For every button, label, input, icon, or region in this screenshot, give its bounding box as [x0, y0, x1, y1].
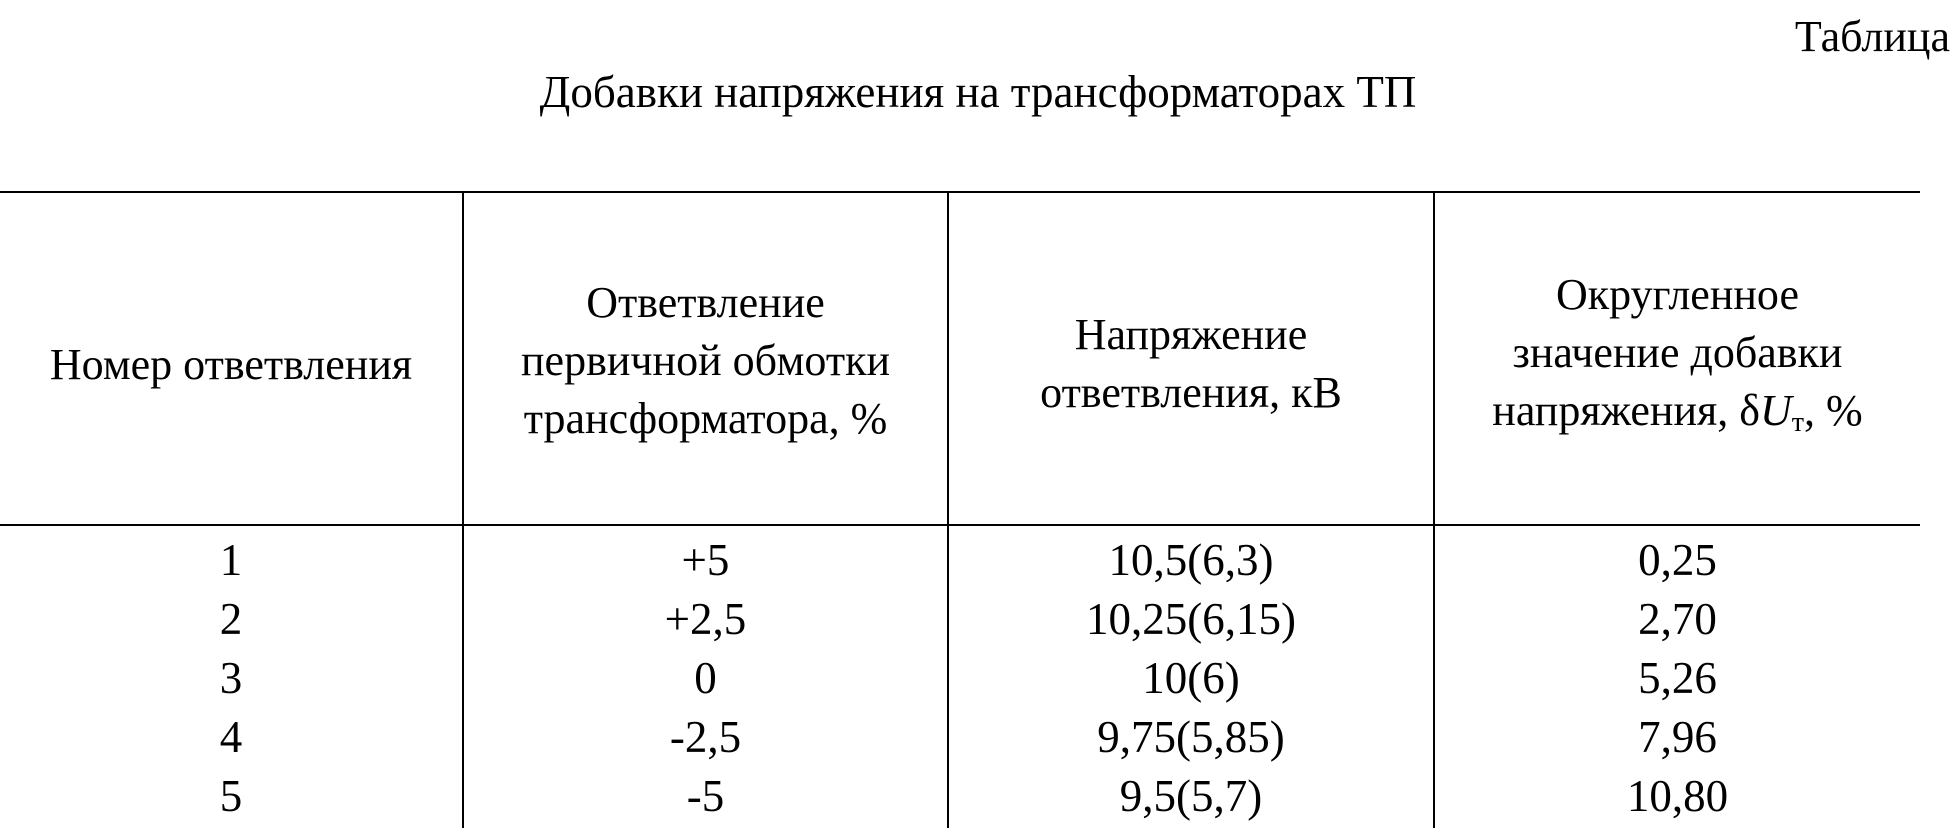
header-rounded-voltage-addition: Округленное значение добавки напряжения, $\delta U_т$, % [1492, 269, 1863, 438]
table-cell: 1 [219, 535, 243, 585]
table-cell: 2 [219, 594, 243, 644]
table-cell: 3 [219, 653, 243, 703]
header-tap-number: Номер ответвления [0, 193, 464, 524]
header-primary-winding-tap: Ответвление первичной обмотки трансформатора, % [464, 193, 949, 524]
table-cell: 9,75(5,85) [1097, 712, 1285, 762]
column-primary-winding-tap [464, 526, 949, 828]
table-cell: -5 [686, 771, 725, 821]
table-title: Добавки напряжения на трансформаторах ТП [539, 67, 1417, 117]
table-cell: 4 [219, 712, 243, 762]
table-cell: 2,70 [1638, 594, 1717, 644]
column-rounded-voltage-addition [1435, 526, 1920, 828]
table-cell: 5 [219, 771, 243, 821]
table-cell: 10,80 [1626, 771, 1729, 821]
table-caption-label: Таблица [1794, 12, 1950, 61]
table-cell: -2,5 [669, 712, 742, 762]
column-tap-voltage [949, 526, 1435, 828]
table-header-row [0, 193, 1920, 526]
header-tap-voltage: Напряжение ответвления, кВ [949, 193, 1435, 524]
table-cell: 0,25 [1638, 535, 1717, 585]
table-cell: 10,25(6,15) [1086, 594, 1296, 644]
table-body [0, 526, 1920, 828]
voltage-additions-table [0, 191, 1920, 828]
table-cell: 7,96 [1638, 712, 1717, 762]
table-cell: 10(6) [1142, 653, 1240, 703]
table-cell: +5 [681, 535, 730, 585]
table-cell: 10,5(6,3) [1108, 535, 1274, 585]
table-cell: +2,5 [664, 594, 747, 644]
table-cell: 9,5(5,7) [1119, 771, 1263, 821]
column-tap-number [0, 526, 464, 828]
table-cell: 5,26 [1638, 653, 1717, 703]
table-cell: 0 [694, 653, 717, 703]
